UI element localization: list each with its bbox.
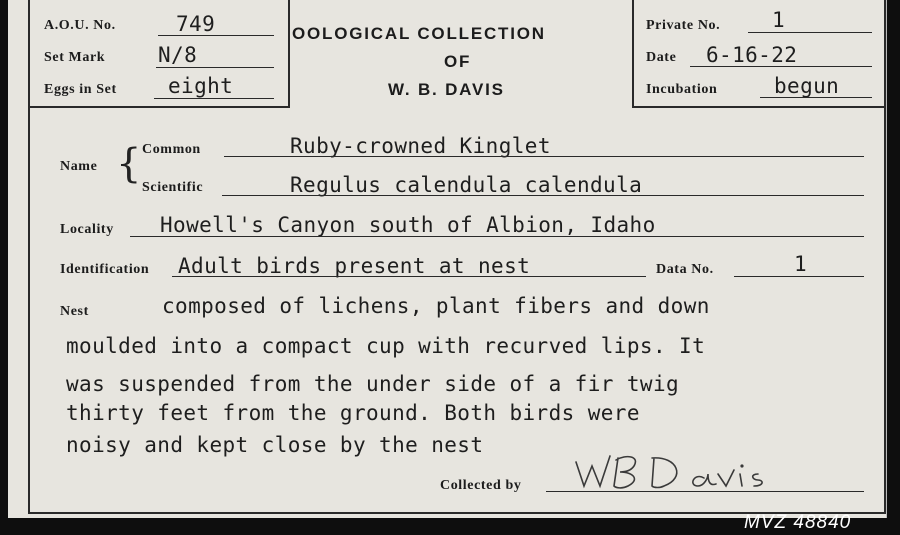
collection-title: OOLOGICAL COLLECTION [292, 24, 546, 43]
identification-label: Identification [60, 262, 150, 277]
name-brace: { [116, 141, 142, 187]
date-label: Date [646, 50, 677, 65]
locality-value: Howell's Canyon south of Albion, Idaho [160, 213, 656, 237]
nest-text-line-4: thirty feet from the ground. Both birds were [66, 401, 640, 425]
eggs-in-set-value: eight [168, 74, 234, 98]
catalog-number: MVZ 48840 [744, 512, 852, 533]
set-mark-value: N/8 [158, 43, 198, 67]
incubation-label: Incubation [646, 82, 718, 97]
specimen-card [8, 0, 887, 518]
nest-text-line-2: moulded into a compact cup with recurved lips. It [66, 334, 706, 358]
aou-label: A.O.U. No. [44, 18, 116, 33]
set-mark-label: Set Mark [44, 50, 106, 65]
common-label: Common [142, 142, 201, 157]
locality-label: Locality [60, 222, 114, 237]
data-no-value: 1 [794, 252, 808, 276]
private-no-label: Private No. [646, 18, 721, 33]
nest-text-line-5: noisy and kept close by the nest [66, 433, 484, 457]
nest-text-line-1: composed of lichens, plant fibers and down [162, 294, 710, 318]
collected-by-label: Collected by [440, 478, 522, 493]
name-label: Name [60, 159, 98, 174]
identification-value: Adult birds present at nest [178, 254, 531, 278]
scientific-label: Scientific [142, 180, 204, 195]
common-name-value: Ruby-crowned Kinglet [290, 134, 551, 158]
incubation-value: begun [774, 74, 840, 98]
date-value: 6-16-22 [706, 43, 798, 67]
scientific-name-value: Regulus calendula calendula [290, 173, 643, 197]
nest-label: Nest [60, 304, 89, 319]
collector-name-heading: W. B. DAVIS [388, 80, 505, 99]
collection-of: OF [444, 52, 472, 71]
aou-value: 749 [176, 12, 216, 36]
private-no-value: 1 [772, 8, 786, 32]
nest-text-line-3: was suspended from the under side of a fir twig [66, 372, 680, 396]
collector-signature [568, 448, 808, 494]
eggs-in-set-label: Eggs in Set [44, 82, 117, 97]
data-no-label: Data No. [656, 262, 714, 277]
